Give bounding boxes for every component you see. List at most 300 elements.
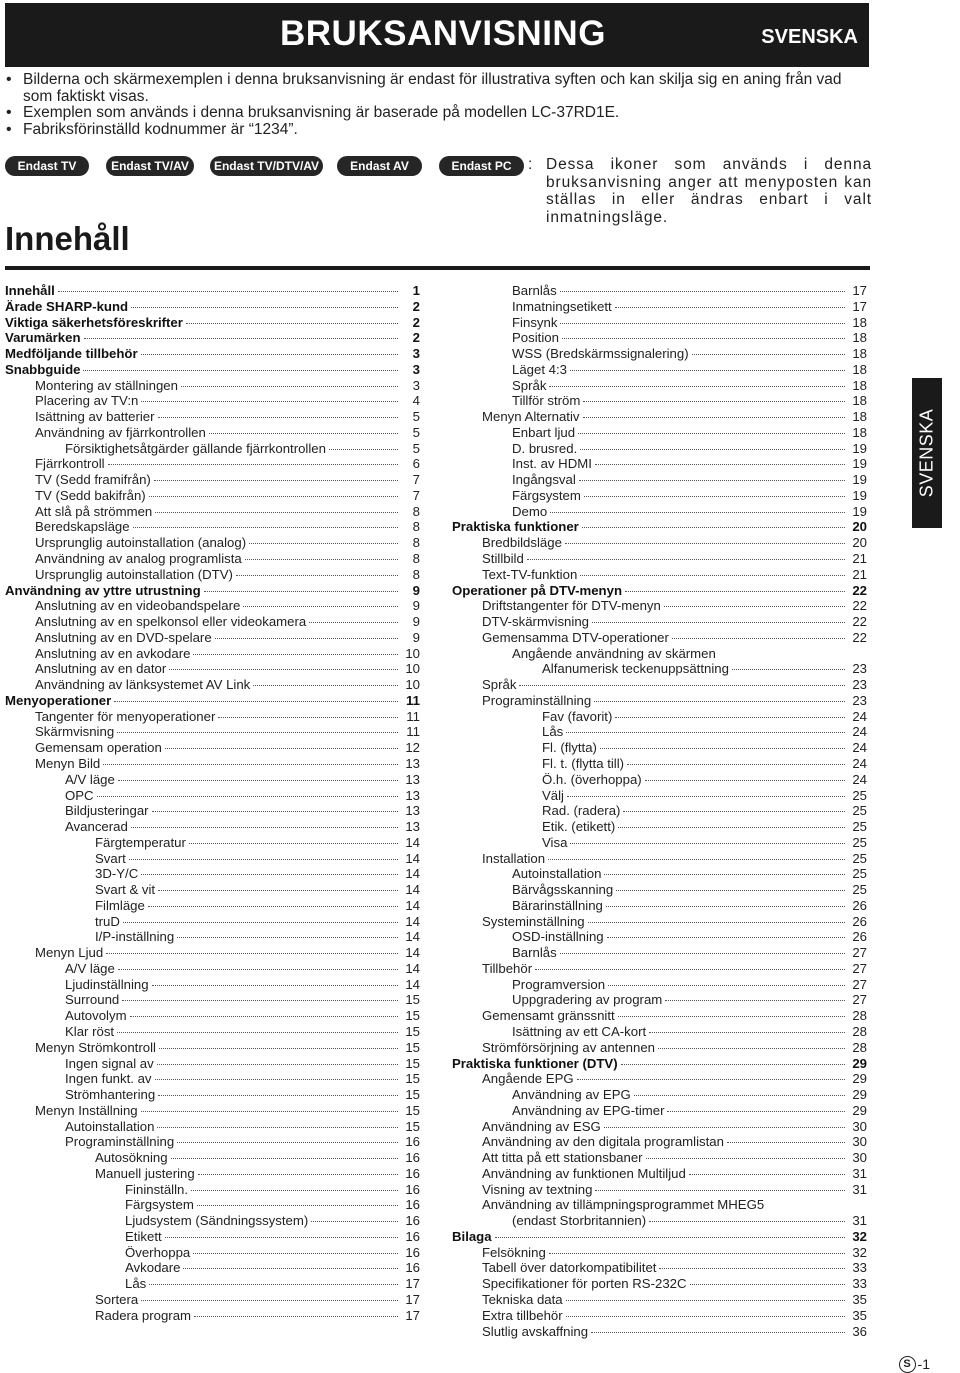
toc-entry xyxy=(5,1308,420,1324)
toc-entry xyxy=(5,977,420,993)
toc-entry-page: 22 xyxy=(852,582,867,598)
toc-entry-page: 10 xyxy=(405,677,420,693)
toc-entry-label: Menyn Bild xyxy=(35,755,101,771)
toc-entry-label: Autoinstallation xyxy=(512,866,602,882)
toc-leader-dots xyxy=(117,1032,398,1033)
toc-entry-label: Ärade SHARP-kund xyxy=(5,298,129,314)
toc-entry-page: 17 xyxy=(405,1292,420,1307)
toc-entry-page: 8 xyxy=(412,535,420,551)
toc-entry xyxy=(5,315,420,331)
toc-entry-label: Användning av tillämpningsprogrammet MHEG5 xyxy=(482,1197,765,1213)
toc-entry-label: Isättning av batterier xyxy=(35,409,155,425)
toc-leader-dots xyxy=(550,512,845,513)
toc-entry-page: 14 xyxy=(405,897,420,913)
badge-av-only: Endast AV xyxy=(337,156,422,176)
toc-entry-page: 36 xyxy=(852,1323,867,1339)
toc-entry xyxy=(452,1182,867,1198)
toc-entry-page: 18 xyxy=(852,346,867,362)
toc-entry-page: 18 xyxy=(852,330,867,346)
toc-leader-dots xyxy=(667,1111,845,1112)
toc-leader-dots xyxy=(97,796,398,797)
toc-entry-label: Etik. (etikett) xyxy=(542,819,616,835)
toc-entry-page: 15 xyxy=(405,1102,420,1118)
toc-leader-dots xyxy=(129,859,398,860)
toc-entry-label: Tillför ström xyxy=(512,393,581,409)
toc-leader-dots xyxy=(732,669,845,670)
toc-leader-dots xyxy=(84,338,398,339)
toc-entry xyxy=(452,788,867,804)
toc-entry xyxy=(5,772,420,788)
toc-leader-dots xyxy=(193,1253,398,1254)
toc-leader-dots xyxy=(186,323,398,324)
side-tab-label: SVENSKA xyxy=(916,408,937,498)
toc-entry-label: Ingen signal av xyxy=(65,1055,154,1071)
toc-entry-page: 10 xyxy=(405,645,420,661)
toc-entry-page: 15 xyxy=(405,992,420,1008)
toc-entry-label: Att titta på ett stationsbaner xyxy=(482,1150,643,1166)
toc-entry xyxy=(452,1213,867,1229)
toc-leader-dots xyxy=(566,1300,845,1301)
toc-entry xyxy=(5,1008,420,1024)
toc-entry xyxy=(452,1150,867,1166)
toc-entry-label: Ursprunglig autoinstallation (DTV) xyxy=(35,566,233,582)
toc-leader-dots xyxy=(548,859,845,860)
toc-leader-dots xyxy=(108,464,398,465)
toc-leader-dots xyxy=(189,843,398,844)
toc-leader-dots xyxy=(560,291,845,292)
toc-entry-page: 25 xyxy=(852,882,867,898)
toc-entry-page: 19 xyxy=(852,503,867,519)
toc-entry-page: 16 xyxy=(405,1134,420,1150)
toc-entry-page: 25 xyxy=(852,850,867,866)
toc-leader-dots xyxy=(171,1158,398,1159)
note-item: • Fabriksförinställd kodnummer är “1234”. xyxy=(5,122,875,139)
toc-leader-dots xyxy=(197,1205,398,1206)
toc-entry-label: Alfanumerisk teckenuppsättning xyxy=(542,661,729,677)
toc-entry xyxy=(5,882,420,898)
toc-entry xyxy=(452,1087,867,1103)
toc-entry-label: Uppgradering av program xyxy=(512,992,663,1008)
toc-entry-label: Svart & vit xyxy=(95,882,156,898)
toc-entry xyxy=(5,504,420,520)
toc-entry-page: 35 xyxy=(852,1307,867,1323)
toc-entry-page: 14 xyxy=(405,882,420,898)
toc-entry xyxy=(452,992,867,1008)
toc-entry-page: 12 xyxy=(405,740,420,756)
toc-entry xyxy=(452,315,867,331)
toc-entry-page: 25 xyxy=(852,787,867,803)
toc-entry-label: A/V läge xyxy=(65,960,115,976)
toc-entry-page: 8 xyxy=(412,503,420,519)
toc-leader-dots xyxy=(118,969,398,970)
toc-entry xyxy=(5,583,420,599)
toc-leader-dots xyxy=(588,922,845,923)
toc-entry-label: Bredbildsläge xyxy=(482,535,562,551)
toc-entry-page: 15 xyxy=(405,1071,420,1087)
toc-entry xyxy=(5,1276,420,1292)
toc-entry-label: Snabbguide xyxy=(5,361,81,377)
toc-entry-label: Språk xyxy=(482,677,517,693)
toc-entry-page: 20 xyxy=(852,535,867,551)
toc-entry xyxy=(5,851,420,867)
toc-entry xyxy=(452,914,867,930)
toc-leader-dots xyxy=(106,953,398,954)
toc-entry xyxy=(452,456,867,472)
toc-entry-page: 14 xyxy=(405,850,420,866)
toc-entry xyxy=(452,472,867,488)
toc-entry-label: Användning av fjärrkontrollen xyxy=(35,424,206,440)
toc-entry-label: Välj xyxy=(542,787,564,803)
toc-entry-label: Driftstangenter för DTV-menyn xyxy=(482,598,661,614)
toc-entry-page: 26 xyxy=(852,897,867,913)
toc-entry-label: Överhoppa xyxy=(125,1244,191,1260)
toc-entry xyxy=(5,362,420,378)
toc-entry xyxy=(452,1245,867,1261)
toc-entry xyxy=(452,677,867,693)
toc-leader-dots xyxy=(580,449,845,450)
toc-entry-label: Fininställn. xyxy=(125,1181,189,1197)
toc-entry-page: 31 xyxy=(852,1181,867,1197)
toc-entry-page: 16 xyxy=(405,1150,420,1166)
toc-leader-dots xyxy=(646,1158,845,1159)
toc-entry-label: Användning av ESG xyxy=(482,1118,601,1134)
toc-entry-label: Användning av länksystemet AV Link xyxy=(35,677,251,693)
toc-entry-page: 26 xyxy=(852,913,867,929)
toc-entry-label: Bildjusteringar xyxy=(65,803,149,819)
toc-entry-page: 28 xyxy=(852,1023,867,1039)
toc-entry xyxy=(452,1103,867,1119)
toc-entry-label: Anslutning av en dator xyxy=(35,661,167,677)
toc-entry-page: 19 xyxy=(852,456,867,472)
toc-entry-label: Innehåll xyxy=(5,283,55,298)
toc-entry xyxy=(452,882,867,898)
toc-entry xyxy=(452,835,867,851)
toc-entry-label: Gemensamt gränssnitt xyxy=(482,1008,615,1024)
toc-entry xyxy=(5,961,420,977)
toc-entry xyxy=(452,299,867,315)
toc-entry xyxy=(5,1292,420,1308)
toc-leader-dots xyxy=(566,732,845,733)
toc-leader-dots xyxy=(130,1016,398,1017)
toc-leader-dots xyxy=(253,685,398,686)
toc-entry xyxy=(5,1245,420,1261)
toc-entry-page: 14 xyxy=(405,913,420,929)
toc-entry xyxy=(5,788,420,804)
toc-entry-page: 11 xyxy=(406,692,420,708)
toc-entry xyxy=(452,378,867,394)
badge-colon: : xyxy=(528,156,534,173)
toc-entry-label: Strömhantering xyxy=(65,1087,156,1103)
toc-entry xyxy=(5,646,420,662)
toc-entry-page: 5 xyxy=(412,424,420,440)
input-mode-badges xyxy=(5,156,545,176)
toc-entry-page: 24 xyxy=(852,708,867,724)
toc-entry-label: Operationer på DTV-menyn xyxy=(452,582,623,598)
toc-leader-dots xyxy=(584,496,845,497)
toc-entry xyxy=(5,1229,420,1245)
toc-leader-dots xyxy=(158,417,399,418)
toc-leader-dots xyxy=(103,764,398,765)
toc-entry xyxy=(5,488,420,504)
toc-entry xyxy=(452,1324,867,1340)
toc-entry-label: Angående användning av skärmen xyxy=(512,645,716,661)
toc-entry xyxy=(452,425,867,441)
toc-entry-label: Programinställning xyxy=(482,692,592,708)
toc-entry xyxy=(452,330,867,346)
toc-entry-label: Programinställning xyxy=(65,1134,175,1150)
toc-entry xyxy=(452,1040,867,1056)
toc-entry-page: 25 xyxy=(852,834,867,850)
toc-entry-label: Fav (favorit) xyxy=(542,708,613,724)
toc-leader-dots xyxy=(566,1316,845,1317)
toc-entry xyxy=(5,1056,420,1072)
toc-entry xyxy=(452,1197,867,1213)
toc-entry xyxy=(452,346,867,362)
toc-entry-label: Svart xyxy=(95,850,126,866)
toc-entry xyxy=(452,1056,867,1072)
toc-entry xyxy=(452,977,867,993)
toc-entry xyxy=(452,851,867,867)
toc-leader-dots xyxy=(141,1111,398,1112)
toc-leader-dots xyxy=(215,638,398,639)
toc-leader-dots xyxy=(245,559,398,560)
toc-leader-dots xyxy=(165,1237,398,1238)
section-title: Innehåll xyxy=(5,220,130,257)
toc-entry-page: 21 xyxy=(852,551,867,567)
toc-leader-dots xyxy=(579,480,845,481)
toc-leader-dots xyxy=(565,543,845,544)
toc-entry xyxy=(5,693,420,709)
toc-leader-dots xyxy=(148,906,398,907)
toc-entry-page: 35 xyxy=(852,1292,867,1307)
toc-entry-label: Position xyxy=(512,330,559,346)
toc-entry xyxy=(452,756,867,772)
toc-entry-label: Skärmvisning xyxy=(35,724,115,740)
toc-entry xyxy=(452,898,867,914)
toc-entry-page: 30 xyxy=(852,1118,867,1134)
toc-entry xyxy=(5,519,420,535)
toc-entry-label: Installation xyxy=(482,850,546,866)
toc-entry xyxy=(5,677,420,693)
toc-entry xyxy=(452,1308,867,1324)
toc-entry xyxy=(452,283,867,299)
toc-entry xyxy=(5,1182,420,1198)
toc-leader-dots xyxy=(311,1221,398,1222)
toc-entry xyxy=(5,819,420,835)
toc-entry-label: Menyn Strömkontroll xyxy=(35,1039,156,1055)
toc-leader-dots xyxy=(689,1174,845,1175)
toc-leader-dots xyxy=(659,1268,845,1269)
toc-entry xyxy=(5,914,420,930)
toc-entry-label: Programversion xyxy=(512,976,606,992)
toc-entry-label: DTV-skärmvisning xyxy=(482,614,589,630)
toc-entry-page: 9 xyxy=(412,582,420,598)
toc-entry-label: Ö.h. (överhoppa) xyxy=(542,771,642,787)
toc-entry-page: 30 xyxy=(852,1134,867,1150)
toc-entry-label: Gemensamma DTV-operationer xyxy=(482,629,669,645)
toc-leader-dots xyxy=(692,354,845,355)
toc-entry-label: Menyn Ljud xyxy=(35,945,104,961)
toc-entry-page: 13 xyxy=(405,803,420,819)
toc-leader-dots xyxy=(570,843,845,844)
toc-entry-label: Radera program xyxy=(95,1307,192,1323)
toc-entry-page: 18 xyxy=(852,409,867,425)
toc-entry-label: Medföljande tillbehör xyxy=(5,346,138,362)
toc-leader-dots xyxy=(118,780,398,781)
toc-entry xyxy=(452,1024,867,1040)
toc-entry-label: Fjärrkontroll xyxy=(35,456,105,472)
toc-entry xyxy=(5,1166,420,1182)
toc-entry xyxy=(5,551,420,567)
toc-entry-label: Tabell över datorkompatibilitet xyxy=(482,1260,657,1276)
toc-entry-label: OSD-inställning xyxy=(512,929,604,945)
toc-leader-dots xyxy=(665,1000,845,1001)
toc-entry-label: Inmatningsetikett xyxy=(512,298,612,314)
toc-leader-dots xyxy=(634,1095,845,1096)
toc-entry-page: 16 xyxy=(405,1213,420,1229)
toc-entry xyxy=(5,393,420,409)
toc-entry-page: 17 xyxy=(852,298,867,314)
toc-entry-label: Demo xyxy=(512,503,548,519)
toc-entry xyxy=(452,693,867,709)
toc-entry xyxy=(452,1008,867,1024)
toc-leader-dots xyxy=(155,1079,398,1080)
toc-entry xyxy=(452,1166,867,1182)
page-number-value: -1 xyxy=(917,1356,930,1372)
toc-entry-page: 7 xyxy=(412,487,420,503)
toc-entry-page: 27 xyxy=(852,976,867,992)
toc-entry-label: Filmläge xyxy=(95,897,145,913)
toc-entry xyxy=(5,425,420,441)
toc-leader-dots xyxy=(117,732,398,733)
toc-entry xyxy=(452,630,867,646)
toc-entry-page: 10 xyxy=(405,661,420,677)
toc-entry-page: 11 xyxy=(406,708,420,724)
toc-leader-dots xyxy=(83,370,398,371)
toc-entry xyxy=(5,1040,420,1056)
toc-leader-dots xyxy=(141,1300,398,1301)
toc-entry-page: 3 xyxy=(412,377,420,393)
toc-entry-label: Montering av ställningen xyxy=(35,377,178,393)
toc-entry xyxy=(5,1213,420,1229)
toc-entry xyxy=(5,598,420,614)
toc-entry xyxy=(452,1276,867,1292)
toc-entry-label: Strömförsörjning av antennen xyxy=(482,1039,656,1055)
toc-leader-dots xyxy=(149,496,398,497)
toc-leader-dots xyxy=(181,386,398,387)
toc-entry xyxy=(5,803,420,819)
toc-entry-label: Anslutning av en videobandspelare xyxy=(35,598,241,614)
note-item: • Exemplen som används i denna bruksanvisning är baserade på modellen LC-37RD1E. xyxy=(5,105,875,122)
toc-entry-page: 16 xyxy=(405,1260,420,1276)
toc-entry-page: 27 xyxy=(852,945,867,961)
toc-entry xyxy=(452,1134,867,1150)
toc-entry-label: Anslutning av en DVD-spelare xyxy=(35,629,212,645)
toc-entry-page: 19 xyxy=(852,472,867,488)
toc-entry-label: D. brusred. xyxy=(512,440,578,456)
toc-entry-page: 24 xyxy=(852,724,867,740)
toc-entry xyxy=(452,1260,867,1276)
toc-entry-label: Bilaga xyxy=(452,1228,492,1244)
toc-entry-page: 5 xyxy=(412,440,420,456)
toc-entry-label: Tillbehör xyxy=(482,960,533,976)
toc-leader-dots xyxy=(672,638,845,639)
toc-leader-dots xyxy=(329,449,398,450)
toc-leader-dots xyxy=(519,685,845,686)
toc-entry xyxy=(5,835,420,851)
toc-entry-page: 31 xyxy=(852,1165,867,1181)
toc-leader-dots xyxy=(618,1016,845,1017)
toc-entry-label: Försiktighetsåtgärder gällande fjärrkontrollen xyxy=(65,440,326,456)
toc-entry-label: Autosökning xyxy=(95,1150,168,1166)
toc-entry-label: Visning av textning xyxy=(482,1181,593,1197)
toc-entry-label: Avkodare xyxy=(125,1260,181,1276)
toc-entry-page: 8 xyxy=(412,551,420,567)
toc-entry-page: 25 xyxy=(852,866,867,882)
toc-entry xyxy=(5,709,420,725)
toc-leader-dots xyxy=(567,796,845,797)
note-item: • Bilderna och skärmexemplen i denna bruksanvisning är endast för illustrativa syften och kan skilja sig en aning från vad som faktiskt visas. xyxy=(5,72,875,105)
toc-leader-dots xyxy=(623,811,845,812)
toc-entry xyxy=(5,346,420,362)
toc-leader-dots xyxy=(209,433,398,434)
toc-leader-dots xyxy=(204,591,398,592)
toc-entry xyxy=(452,409,867,425)
toc-entry-label: Fl. t. (flytta till) xyxy=(542,755,625,771)
toc-leader-dots xyxy=(193,654,398,655)
toc-entry-label: Slutlig avskaffning xyxy=(482,1323,589,1339)
toc-entry-label: Stillbild xyxy=(482,551,524,567)
toc-leader-dots xyxy=(615,307,845,308)
toc-leader-dots xyxy=(618,827,845,828)
toc-leader-dots xyxy=(141,354,398,355)
toc-entry-page: 16 xyxy=(405,1181,420,1197)
badge-tv-av-only: Endast TV/AV xyxy=(106,156,194,176)
toc-entry-page: 16 xyxy=(405,1244,420,1260)
toc-entry-label: Barnlås xyxy=(512,945,557,961)
toc-entry-label: Tangenter för menyoperationer xyxy=(35,708,216,724)
toc-entry-page: 18 xyxy=(852,424,867,440)
toc-leader-dots xyxy=(591,1332,845,1333)
toc-entry xyxy=(5,535,420,551)
toc-leader-dots xyxy=(627,764,845,765)
toc-entry-page: 18 xyxy=(852,393,867,409)
toc-entry xyxy=(452,646,867,662)
toc-entry-label: Isättning av ett CA-kort xyxy=(512,1023,647,1039)
toc-entry-label: I/P-inställning xyxy=(95,929,175,945)
toc-entry-label: Lås xyxy=(125,1276,147,1292)
toc-entry-label: Färgtemperatur xyxy=(95,834,186,850)
toc-leader-dots xyxy=(649,1221,845,1222)
toc-entry-page: 29 xyxy=(852,1102,867,1118)
toc-entry xyxy=(452,929,867,945)
toc-entry xyxy=(5,1150,420,1166)
toc-entry-page: 15 xyxy=(405,1008,420,1024)
toc-entry-label: Språk xyxy=(512,377,547,393)
toc-entry-page: 22 xyxy=(852,629,867,645)
toc-entry-page: 7 xyxy=(412,472,420,488)
toc-entry-page: 13 xyxy=(405,787,420,803)
page-letter-icon: S xyxy=(899,1356,916,1373)
toc-entry-page: 20 xyxy=(852,519,867,535)
toc-leader-dots xyxy=(616,890,845,891)
toc-entry xyxy=(5,1071,420,1087)
toc-entry-page: 29 xyxy=(852,1055,867,1071)
toc-entry-label: Finsynk xyxy=(512,314,558,330)
toc-entry-label: Varumärken xyxy=(5,330,81,346)
toc-entry-page: 18 xyxy=(852,314,867,330)
toc-entry-label: Angående EPG xyxy=(482,1071,574,1087)
